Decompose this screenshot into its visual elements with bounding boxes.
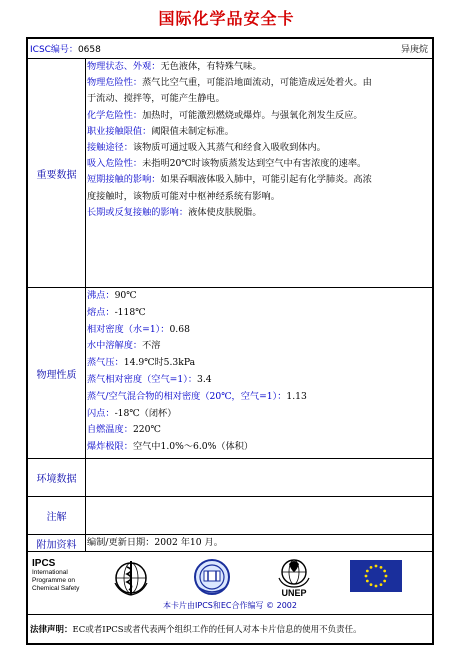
safety-card	[26, 37, 434, 645]
ipcs-logo	[32, 558, 102, 593]
physical_props-line	[86, 422, 432, 439]
field-key: 长期或反复接触的影响：	[87, 206, 189, 218]
eu-star-icon	[370, 566, 373, 569]
field-key: 熔点：	[87, 306, 115, 318]
ipcs-line1: International	[32, 569, 68, 576]
field-key: 自燃温度：	[87, 424, 133, 436]
extra-section	[28, 535, 432, 552]
eu-star-icon	[385, 575, 388, 578]
field-value: 220℃	[132, 424, 161, 436]
field-value: 0.68	[169, 323, 190, 335]
field-value: 于流动、搅拌等，可能产生静电。	[87, 93, 225, 105]
important_data-line	[86, 108, 432, 124]
field-key: 蒸气压：	[87, 357, 124, 369]
icsc-number	[30, 42, 101, 55]
env-label: 环境数据	[28, 459, 86, 496]
physical_props-line	[86, 288, 432, 305]
ipcs-line3: Chemical Safety	[32, 585, 80, 592]
important-data-section	[28, 59, 432, 288]
legal-text: EC或者IPCS或者代表两个组织工作的任何人对本卡片信息的使用不负责任。	[72, 625, 362, 635]
eu-star-icon	[380, 583, 383, 586]
icsc-row	[28, 39, 432, 59]
page-title: 国际化学品安全卡	[158, 9, 295, 28]
physical_props-line	[86, 406, 432, 423]
field-value: 14.9℃时5.3kPa	[123, 357, 196, 369]
important_data-line	[86, 124, 432, 140]
field-value: 90℃	[114, 290, 137, 301]
physical_props-line	[86, 439, 432, 456]
important_data-line	[86, 205, 432, 221]
field-value: 空气中1.0%～6.0%（体积）	[132, 441, 254, 453]
field-value: 加热时，可能激烈燃烧或爆炸。与强氧化剂发生反应。	[142, 109, 363, 121]
field-key: 沸点：	[87, 290, 115, 301]
important-data-content	[86, 59, 432, 287]
field-key: 爆炸极限：	[87, 441, 133, 453]
physical-props-label: 物理性质	[28, 288, 86, 458]
field-value: 不溶	[142, 340, 161, 352]
eu-star-icon	[375, 585, 378, 588]
eu-star-icon	[365, 575, 368, 578]
field-value: 阈限值未制定标准。	[151, 125, 234, 137]
field-key: 吸入危险性：	[87, 158, 143, 170]
ipcs-line2: Programme on	[32, 577, 75, 584]
eu-star-icon	[380, 566, 383, 569]
who-emblem-icon	[112, 559, 150, 597]
important_data-line	[86, 59, 432, 75]
field-value: 液体使皮肤脱脂。	[188, 206, 262, 218]
field-key: 接触途径：	[87, 142, 133, 154]
field-key: 水中溶解度：	[87, 340, 143, 352]
eu-star-icon	[370, 583, 373, 586]
physical_props-line	[86, 338, 432, 355]
eu-star-icon	[366, 570, 369, 573]
field-key: 蒸气相对密度（空气=1）：	[87, 373, 198, 385]
important-data-label: 重要数据	[28, 59, 86, 287]
unep-emblem-icon	[277, 556, 311, 588]
physical_props-line	[86, 389, 432, 406]
field-key: 物理危险性：	[87, 77, 143, 89]
logos-section	[28, 552, 432, 615]
unep-logo	[272, 556, 316, 598]
physical-props-content	[86, 288, 432, 458]
unep-text: UNEP	[281, 588, 307, 598]
env-section	[28, 459, 432, 497]
legal-label: 法律声明：	[30, 625, 73, 635]
field-key: 物理状态、外观：	[87, 61, 161, 72]
eu-star-icon	[383, 570, 386, 573]
ilo-emblem-icon	[192, 557, 232, 599]
important_data-line	[86, 156, 432, 172]
field-key: 蒸气/空气混合物的相对密度（20℃，空气=1）：	[87, 390, 287, 402]
field-key: 化学危险性：	[87, 109, 143, 121]
chemical-name: 异庚烷	[400, 45, 428, 55]
field-key: 相对密度（水=1）：	[87, 323, 170, 335]
legal-section	[28, 615, 432, 643]
physical_props-line	[86, 305, 432, 322]
field-value: 度接触时，该物质可能对中枢神经系统有影响。	[87, 190, 280, 202]
extra-text: 编制/更新日期：2002 年10 月。	[87, 537, 223, 548]
eu-star-icon	[366, 580, 369, 583]
field-value: 该物质可通过吸入其蒸气和经食入吸收到体内。	[132, 142, 326, 154]
notes-section	[28, 497, 432, 535]
field-value: -118℃	[114, 306, 146, 318]
field-key: 职业接触限值：	[87, 125, 152, 137]
field-value: -18℃（闭杯）	[114, 407, 177, 419]
eu-flag-icon	[350, 560, 402, 592]
important_data-line	[86, 189, 432, 205]
important_data-line	[86, 172, 432, 188]
field-value: 如果吞咽液体吸入肺中，可能引起有化学肺炎。高浓	[160, 174, 372, 186]
important_data-line	[86, 140, 432, 156]
ipcs-abbr: IPCS	[32, 558, 56, 569]
physical-props-section	[28, 288, 432, 459]
field-value: 蒸气比空气重，可能沿地面流动，可能造成远处着火。由	[142, 77, 372, 89]
physical_props-line	[86, 355, 432, 372]
extra-label: 附加资料	[28, 535, 86, 551]
physical_props-line	[86, 372, 432, 389]
icsc-value: 0658	[77, 45, 101, 55]
eu-star-icon	[383, 580, 386, 583]
physical_props-line	[86, 322, 432, 339]
important_data-line	[86, 91, 432, 107]
field-value: 3.4	[197, 373, 212, 385]
icsc-label: ICSC编号：	[30, 45, 78, 55]
notes-label: 注解	[28, 497, 86, 534]
ipcs-credit: 本卡片由IPCS和EC合作编写 © 2002	[163, 601, 297, 610]
field-value: 1.13	[286, 390, 307, 402]
field-value: 无色液体，有特殊气味。	[160, 61, 262, 72]
field-value: 未指明20℃时该物质蒸发达到空气中有害浓度的速率。	[142, 158, 367, 170]
field-key: 短期接触的影响：	[87, 174, 161, 186]
eu-star-icon	[375, 565, 378, 568]
important_data-line	[86, 75, 432, 91]
field-key: 闪点：	[87, 407, 115, 419]
